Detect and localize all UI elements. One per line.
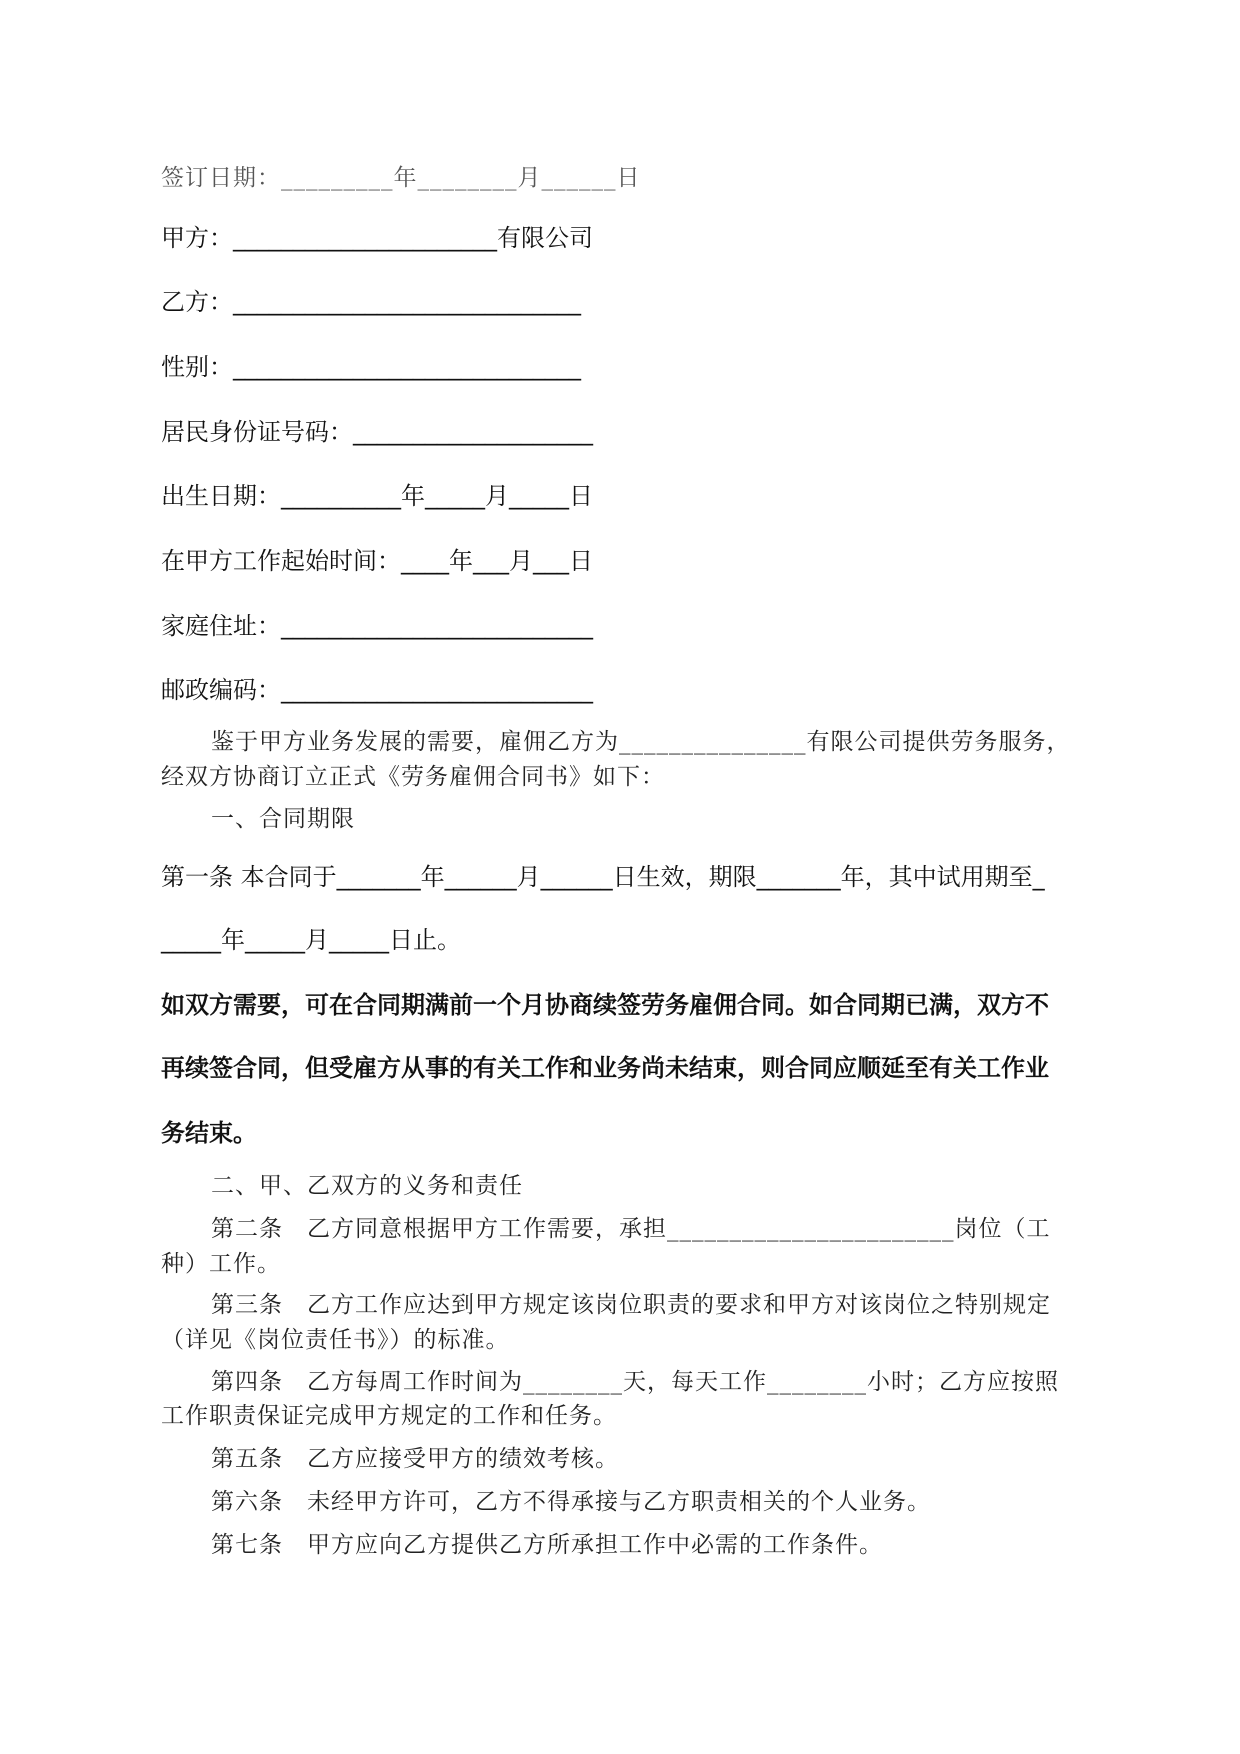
home-address-line: 家庭住址：__________________________ (161, 612, 593, 640)
renew-line-1: 如双方需要，可在合同期满前一个月协商续签劳务雇佣合同。如合同期已满，双方不 (161, 991, 1049, 1019)
start-work-line: 在甲方工作起始时间：____年___月___日 (161, 547, 593, 575)
renew-line-3: 务结束。 (161, 1119, 257, 1147)
renew-line-2: 再续签合同，但受雇方从事的有关工作和业务尚未结束，则合同应顺延至有关工作业 (161, 1054, 1049, 1082)
article-1-line-2: _____年_____月_____日止。 (161, 926, 461, 954)
article-6-line: 第六条 未经甲方许可，乙方不得承接与乙方职责相关的个人业务。 (211, 1489, 931, 1515)
birth-date-line: 出生日期：__________年_____月_____日 (161, 482, 593, 510)
article-2-line-1: 第二条 乙方同意根据甲方工作需要，承担_______________________岗位（工 (211, 1216, 1051, 1242)
postal-code-line: 邮政编码：__________________________ (161, 676, 593, 704)
article-4-line-1: 第四条 乙方每周工作时间为________天，每天工作________小时；乙方应按照 (211, 1369, 1059, 1395)
article-1-line-1: 第一条 本合同于_______年______月______日生效，期限_______年，其中试用期至_ (161, 863, 1045, 891)
article-3-line-2: （详见《岗位责任书》）的标准。 (161, 1327, 510, 1353)
intro-line-1: 鉴于甲方业务发展的需要，雇佣乙方为_______________有限公司提供劳务服务， (211, 729, 1071, 755)
article-5-line: 第五条 乙方应接受甲方的绩效考核。 (211, 1446, 619, 1472)
party-a-line: 甲方：______________________有限公司 (161, 224, 593, 252)
article-3-line-1: 第三条 乙方工作应达到甲方规定该岗位职责的要求和甲方对该岗位之特别规定 (211, 1292, 1051, 1318)
intro-line-2: 经双方协商订立正式《劳务雇佣合同书》如下： (161, 764, 665, 790)
article-2-line-2: 种）工作。 (161, 1251, 281, 1277)
section-1-heading: 一、合同期限 (211, 806, 355, 832)
article-7-line: 第七条 甲方应向乙方提供乙方所承担工作中必需的工作条件。 (211, 1532, 883, 1558)
sign-date-line: 签订日期：_________年________月______日 (161, 165, 641, 191)
party-b-line: 乙方：_____________________________ (161, 288, 581, 316)
section-2-heading: 二、甲、乙双方的义务和责任 (211, 1173, 523, 1199)
gender-line: 性别：_____________________________ (161, 353, 581, 381)
article-4-line-2: 工作职责保证完成甲方规定的工作和任务。 (161, 1403, 617, 1429)
id-number-line: 居民身份证号码：____________________ (161, 418, 593, 446)
